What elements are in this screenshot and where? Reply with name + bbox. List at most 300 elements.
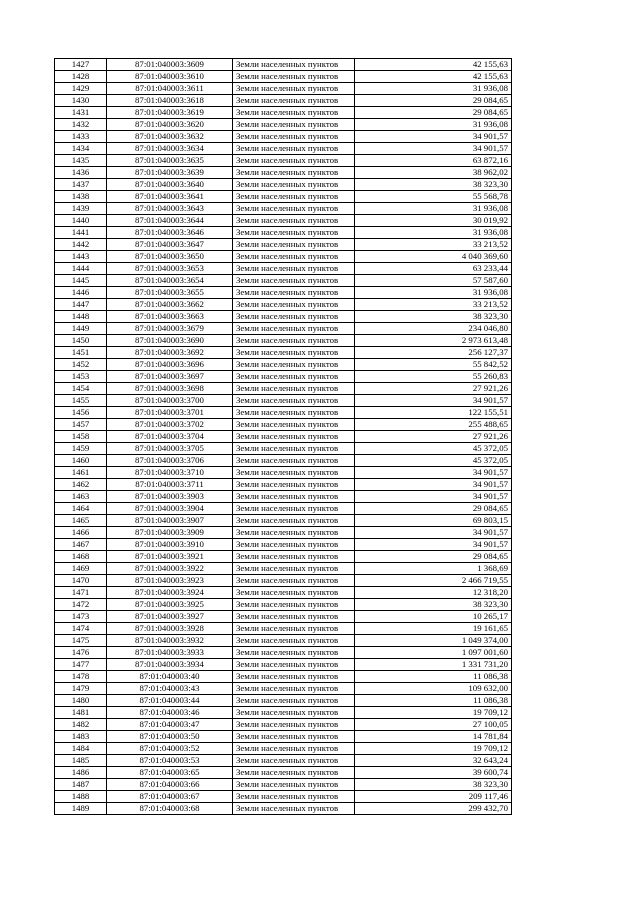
row-number-cell: 1439 xyxy=(55,203,107,215)
table-row xyxy=(55,419,512,431)
land-category-cell: Земли населенных пунктов xyxy=(233,251,355,263)
row-number-cell: 1454 xyxy=(55,383,107,395)
cadastral-number-cell: 87:01:040003:3932 xyxy=(107,635,233,647)
table-row xyxy=(55,539,512,551)
land-category-cell: Земли населенных пунктов xyxy=(233,215,355,227)
row-number-cell: 1452 xyxy=(55,359,107,371)
cadastral-number-cell: 87:01:040003:3640 xyxy=(107,179,233,191)
cadastral-number-cell: 87:01:040003:68 xyxy=(107,803,233,815)
table-row xyxy=(55,287,512,299)
table-row xyxy=(55,731,512,743)
row-number-cell: 1447 xyxy=(55,299,107,311)
table-row xyxy=(55,611,512,623)
land-category-cell: Земли населенных пунктов xyxy=(233,563,355,575)
cadastral-number-cell: 87:01:040003:3646 xyxy=(107,227,233,239)
land-category-cell: Земли населенных пунктов xyxy=(233,239,355,251)
land-category-cell: Земли населенных пунктов xyxy=(233,671,355,683)
row-number-cell: 1451 xyxy=(55,347,107,359)
cadastral-value-cell: 19 709,12 xyxy=(355,743,512,755)
row-number-cell: 1479 xyxy=(55,683,107,695)
cadastral-value-cell: 45 372,05 xyxy=(355,443,512,455)
row-number-cell: 1455 xyxy=(55,395,107,407)
row-number-cell: 1484 xyxy=(55,743,107,755)
land-category-cell: Земли населенных пунктов xyxy=(233,131,355,143)
row-number-cell: 1474 xyxy=(55,623,107,635)
table-row xyxy=(55,407,512,419)
table-row xyxy=(55,251,512,263)
cadastral-number-cell: 87:01:040003:53 xyxy=(107,755,233,767)
row-number-cell: 1431 xyxy=(55,107,107,119)
cadastral-number-cell: 87:01:040003:3696 xyxy=(107,359,233,371)
cadastral-number-cell: 87:01:040003:3903 xyxy=(107,491,233,503)
cadastral-number-cell: 87:01:040003:43 xyxy=(107,683,233,695)
row-number-cell: 1463 xyxy=(55,491,107,503)
cadastral-value-cell: 1 331 731,20 xyxy=(355,659,512,671)
land-category-cell: Земли населенных пунктов xyxy=(233,143,355,155)
cadastral-number-cell: 87:01:040003:3705 xyxy=(107,443,233,455)
cadastral-number-cell: 87:01:040003:3643 xyxy=(107,203,233,215)
cadastral-value-cell: 29 084,65 xyxy=(355,95,512,107)
table-row xyxy=(55,95,512,107)
land-category-cell: Земли населенных пунктов xyxy=(233,707,355,719)
cadastral-number-cell: 87:01:040003:3644 xyxy=(107,215,233,227)
cadastral-number-cell: 87:01:040003:3635 xyxy=(107,155,233,167)
table-row xyxy=(55,767,512,779)
cadastral-number-cell: 87:01:040003:3653 xyxy=(107,263,233,275)
row-number-cell: 1435 xyxy=(55,155,107,167)
land-category-cell: Земли населенных пунктов xyxy=(233,407,355,419)
land-category-cell: Земли населенных пунктов xyxy=(233,71,355,83)
table-row xyxy=(55,647,512,659)
land-category-cell: Земли населенных пунктов xyxy=(233,323,355,335)
row-number-cell: 1442 xyxy=(55,239,107,251)
cadastral-value-cell: 34 901,57 xyxy=(355,131,512,143)
land-category-cell: Земли населенных пунктов xyxy=(233,743,355,755)
table-row xyxy=(55,695,512,707)
cadastral-value-cell: 38 323,30 xyxy=(355,599,512,611)
table-row xyxy=(55,359,512,371)
row-number-cell: 1480 xyxy=(55,695,107,707)
cadastral-number-cell: 87:01:040003:3609 xyxy=(107,59,233,71)
cadastral-value-cell: 255 488,65 xyxy=(355,419,512,431)
cadastral-number-cell: 87:01:040003:3934 xyxy=(107,659,233,671)
row-number-cell: 1443 xyxy=(55,251,107,263)
table-row xyxy=(55,671,512,683)
cadastral-number-cell: 87:01:040003:3662 xyxy=(107,299,233,311)
cadastral-number-cell: 87:01:040003:47 xyxy=(107,719,233,731)
cadastral-value-cell: 11 086,38 xyxy=(355,695,512,707)
row-number-cell: 1462 xyxy=(55,479,107,491)
land-category-cell: Земли населенных пунктов xyxy=(233,419,355,431)
land-category-cell: Земли населенных пунктов xyxy=(233,455,355,467)
land-category-cell: Земли населенных пунктов xyxy=(233,635,355,647)
cadastral-value-cell: 63 872,16 xyxy=(355,155,512,167)
cadastral-value-cell: 34 901,57 xyxy=(355,479,512,491)
row-number-cell: 1434 xyxy=(55,143,107,155)
cadastral-value-cell: 19 161,65 xyxy=(355,623,512,635)
table-row xyxy=(55,575,512,587)
cadastral-number-cell: 87:01:040003:3702 xyxy=(107,419,233,431)
cadastral-number-cell: 87:01:040003:3620 xyxy=(107,119,233,131)
table-row xyxy=(55,347,512,359)
table-row xyxy=(55,299,512,311)
cadastral-number-cell: 87:01:040003:3927 xyxy=(107,611,233,623)
table-row xyxy=(55,311,512,323)
cadastral-number-cell: 87:01:040003:46 xyxy=(107,707,233,719)
land-category-cell: Земли населенных пунктов xyxy=(233,335,355,347)
cadastral-number-cell: 87:01:040003:3679 xyxy=(107,323,233,335)
land-category-cell: Земли населенных пунктов xyxy=(233,779,355,791)
cadastral-number-cell: 87:01:040003:3698 xyxy=(107,383,233,395)
cadastral-value-cell: 1 049 374,00 xyxy=(355,635,512,647)
row-number-cell: 1489 xyxy=(55,803,107,815)
cadastral-value-cell: 34 901,57 xyxy=(355,491,512,503)
land-category-cell: Земли населенных пунктов xyxy=(233,263,355,275)
cadastral-number-cell: 87:01:040003:3933 xyxy=(107,647,233,659)
table-row xyxy=(55,275,512,287)
cadastral-value-cell: 11 086,38 xyxy=(355,671,512,683)
land-category-cell: Земли населенных пунктов xyxy=(233,359,355,371)
cadastral-value-cell: 27 100,05 xyxy=(355,719,512,731)
cadastral-value-cell: 38 962,02 xyxy=(355,167,512,179)
row-number-cell: 1475 xyxy=(55,635,107,647)
land-category-cell: Земли населенных пунктов xyxy=(233,83,355,95)
table-row xyxy=(55,71,512,83)
cadastral-value-cell: 33 213,52 xyxy=(355,239,512,251)
land-category-cell: Земли населенных пунктов xyxy=(233,119,355,131)
row-number-cell: 1477 xyxy=(55,659,107,671)
row-number-cell: 1485 xyxy=(55,755,107,767)
table-row xyxy=(55,227,512,239)
land-category-cell: Земли населенных пунктов xyxy=(233,167,355,179)
land-category-cell: Земли населенных пунктов xyxy=(233,155,355,167)
table-row xyxy=(55,455,512,467)
cadastral-value-cell: 1 097 001,60 xyxy=(355,647,512,659)
cadastral-value-cell: 38 323,30 xyxy=(355,311,512,323)
cadastral-value-cell: 33 213,52 xyxy=(355,299,512,311)
cadastral-value-cell: 69 803,15 xyxy=(355,515,512,527)
table-row xyxy=(55,323,512,335)
cadastral-number-cell: 87:01:040003:3634 xyxy=(107,143,233,155)
cadastral-value-cell: 31 936,08 xyxy=(355,119,512,131)
cadastral-number-cell: 87:01:040003:3655 xyxy=(107,287,233,299)
row-number-cell: 1470 xyxy=(55,575,107,587)
table-row xyxy=(55,659,512,671)
land-category-cell: Земли населенных пунктов xyxy=(233,599,355,611)
cadastral-value-cell: 10 265,17 xyxy=(355,611,512,623)
land-category-cell: Земли населенных пунктов xyxy=(233,611,355,623)
land-category-cell: Земли населенных пунктов xyxy=(233,95,355,107)
cadastral-value-cell: 109 632,00 xyxy=(355,683,512,695)
cadastral-number-cell: 87:01:040003:3619 xyxy=(107,107,233,119)
cadastral-number-cell: 87:01:040003:3904 xyxy=(107,503,233,515)
cadastral-value-cell: 256 127,37 xyxy=(355,347,512,359)
row-number-cell: 1461 xyxy=(55,467,107,479)
land-category-cell: Земли населенных пунктов xyxy=(233,683,355,695)
table-row xyxy=(55,551,512,563)
table-row xyxy=(55,179,512,191)
table-row xyxy=(55,59,512,71)
table-row xyxy=(55,491,512,503)
land-category-cell: Земли населенных пунктов xyxy=(233,551,355,563)
row-number-cell: 1433 xyxy=(55,131,107,143)
row-number-cell: 1450 xyxy=(55,335,107,347)
land-category-cell: Земли населенных пунктов xyxy=(233,527,355,539)
land-category-cell: Земли населенных пунктов xyxy=(233,191,355,203)
table-row xyxy=(55,479,512,491)
land-category-cell: Земли населенных пунктов xyxy=(233,503,355,515)
row-number-cell: 1437 xyxy=(55,179,107,191)
cadastral-number-cell: 87:01:040003:3924 xyxy=(107,587,233,599)
row-number-cell: 1456 xyxy=(55,407,107,419)
table-row xyxy=(55,83,512,95)
land-category-cell: Земли населенных пунктов xyxy=(233,275,355,287)
cadastral-value-cell: 27 921,26 xyxy=(355,383,512,395)
land-category-cell: Земли населенных пунктов xyxy=(233,179,355,191)
table-row xyxy=(55,215,512,227)
table-row xyxy=(55,791,512,803)
table-row xyxy=(55,515,512,527)
table-row xyxy=(55,779,512,791)
table-row xyxy=(55,743,512,755)
cadastral-value-cell: 4 040 369,60 xyxy=(355,251,512,263)
land-category-cell: Земли населенных пунктов xyxy=(233,755,355,767)
table-row xyxy=(55,167,512,179)
cadastral-value-cell: 34 901,57 xyxy=(355,527,512,539)
table-row xyxy=(55,107,512,119)
table-row xyxy=(55,431,512,443)
cadastral-value-cell: 14 781,84 xyxy=(355,731,512,743)
table-row xyxy=(55,335,512,347)
table-row xyxy=(55,623,512,635)
row-number-cell: 1488 xyxy=(55,791,107,803)
table-row xyxy=(55,683,512,695)
cadastral-value-cell: 122 155,51 xyxy=(355,407,512,419)
row-number-cell: 1482 xyxy=(55,719,107,731)
land-category-cell: Земли населенных пунктов xyxy=(233,371,355,383)
cadastral-value-cell: 234 046,80 xyxy=(355,323,512,335)
row-number-cell: 1427 xyxy=(55,59,107,71)
cadastral-value-cell: 12 318,20 xyxy=(355,587,512,599)
cadastral-number-cell: 87:01:040003:3632 xyxy=(107,131,233,143)
cadastral-value-cell: 2 466 719,55 xyxy=(355,575,512,587)
table-row xyxy=(55,155,512,167)
row-number-cell: 1446 xyxy=(55,287,107,299)
table-row xyxy=(55,131,512,143)
land-category-cell: Земли населенных пунктов xyxy=(233,347,355,359)
cadastral-value-cell: 55 842,52 xyxy=(355,359,512,371)
row-number-cell: 1449 xyxy=(55,323,107,335)
land-category-cell: Земли населенных пунктов xyxy=(233,575,355,587)
table-row xyxy=(55,119,512,131)
cadastral-value-cell: 32 643,24 xyxy=(355,755,512,767)
land-category-cell: Земли населенных пунктов xyxy=(233,431,355,443)
cadastral-value-cell: 34 901,57 xyxy=(355,467,512,479)
cadastral-value-cell: 299 432,70 xyxy=(355,803,512,815)
land-category-cell: Земли населенных пунктов xyxy=(233,731,355,743)
row-number-cell: 1473 xyxy=(55,611,107,623)
land-category-cell: Земли населенных пунктов xyxy=(233,623,355,635)
table-row xyxy=(55,371,512,383)
cadastral-number-cell: 87:01:040003:3618 xyxy=(107,95,233,107)
table-row xyxy=(55,719,512,731)
row-number-cell: 1487 xyxy=(55,779,107,791)
table-body xyxy=(55,59,512,815)
table-row xyxy=(55,527,512,539)
cadastral-value-cell: 30 019,92 xyxy=(355,215,512,227)
land-category-cell: Земли населенных пунктов xyxy=(233,659,355,671)
table-row xyxy=(55,239,512,251)
table-row xyxy=(55,707,512,719)
cadastral-value-cell: 2 973 613,48 xyxy=(355,335,512,347)
land-category-cell: Земли населенных пунктов xyxy=(233,383,355,395)
table-row xyxy=(55,395,512,407)
cadastral-number-cell: 87:01:040003:3921 xyxy=(107,551,233,563)
row-number-cell: 1467 xyxy=(55,539,107,551)
cadastral-value-cell: 209 117,46 xyxy=(355,791,512,803)
land-category-cell: Земли населенных пунктов xyxy=(233,395,355,407)
cadastral-value-cell: 34 901,57 xyxy=(355,395,512,407)
cadastral-number-cell: 87:01:040003:3697 xyxy=(107,371,233,383)
row-number-cell: 1440 xyxy=(55,215,107,227)
row-number-cell: 1448 xyxy=(55,311,107,323)
land-category-cell: Земли населенных пунктов xyxy=(233,587,355,599)
cadastral-value-cell: 29 084,65 xyxy=(355,503,512,515)
cadastral-value-cell: 42 155,63 xyxy=(355,59,512,71)
cadastral-number-cell: 87:01:040003:3910 xyxy=(107,539,233,551)
row-number-cell: 1464 xyxy=(55,503,107,515)
row-number-cell: 1468 xyxy=(55,551,107,563)
cadastral-number-cell: 87:01:040003:3639 xyxy=(107,167,233,179)
row-number-cell: 1476 xyxy=(55,647,107,659)
cadastral-number-cell: 87:01:040003:3700 xyxy=(107,395,233,407)
cadastral-value-cell: 31 936,08 xyxy=(355,83,512,95)
row-number-cell: 1481 xyxy=(55,707,107,719)
table-row xyxy=(55,755,512,767)
table-row xyxy=(55,383,512,395)
row-number-cell: 1441 xyxy=(55,227,107,239)
cadastral-number-cell: 87:01:040003:50 xyxy=(107,731,233,743)
row-number-cell: 1460 xyxy=(55,455,107,467)
cadastral-value-cell: 42 155,63 xyxy=(355,71,512,83)
cadastral-value-cell: 29 084,65 xyxy=(355,551,512,563)
cadastral-value-cell: 34 901,57 xyxy=(355,539,512,551)
row-number-cell: 1478 xyxy=(55,671,107,683)
land-category-cell: Земли населенных пунктов xyxy=(233,515,355,527)
cadastral-number-cell: 87:01:040003:3710 xyxy=(107,467,233,479)
cadastral-number-cell: 87:01:040003:3692 xyxy=(107,347,233,359)
land-category-cell: Земли населенных пунктов xyxy=(233,767,355,779)
cadastral-number-cell: 87:01:040003:3611 xyxy=(107,83,233,95)
table-row xyxy=(55,803,512,815)
table-row xyxy=(55,143,512,155)
row-number-cell: 1457 xyxy=(55,419,107,431)
cadastral-number-cell: 87:01:040003:3923 xyxy=(107,575,233,587)
cadastral-value-cell: 55 568,78 xyxy=(355,191,512,203)
cadastral-value-cell: 31 936,08 xyxy=(355,287,512,299)
cadastral-value-cell: 31 936,08 xyxy=(355,227,512,239)
cadastral-number-cell: 87:01:040003:65 xyxy=(107,767,233,779)
land-category-cell: Земли населенных пунктов xyxy=(233,479,355,491)
cadastral-number-cell: 87:01:040003:3701 xyxy=(107,407,233,419)
cadastral-number-cell: 87:01:040003:67 xyxy=(107,791,233,803)
cadastral-number-cell: 87:01:040003:3647 xyxy=(107,239,233,251)
land-category-cell: Земли населенных пунктов xyxy=(233,467,355,479)
row-number-cell: 1465 xyxy=(55,515,107,527)
land-category-cell: Земли населенных пунктов xyxy=(233,107,355,119)
cadastral-number-cell: 87:01:040003:3907 xyxy=(107,515,233,527)
table-row xyxy=(55,599,512,611)
cadastral-number-cell: 87:01:040003:3909 xyxy=(107,527,233,539)
cadastral-number-cell: 87:01:040003:3654 xyxy=(107,275,233,287)
cadastral-value-cell: 45 372,05 xyxy=(355,455,512,467)
table-row xyxy=(55,467,512,479)
table-row xyxy=(55,563,512,575)
row-number-cell: 1469 xyxy=(55,563,107,575)
table-row xyxy=(55,587,512,599)
row-number-cell: 1444 xyxy=(55,263,107,275)
row-number-cell: 1430 xyxy=(55,95,107,107)
land-category-cell: Земли населенных пунктов xyxy=(233,299,355,311)
row-number-cell: 1458 xyxy=(55,431,107,443)
land-category-cell: Земли населенных пунктов xyxy=(233,227,355,239)
cadastral-number-cell: 87:01:040003:3650 xyxy=(107,251,233,263)
row-number-cell: 1486 xyxy=(55,767,107,779)
land-category-cell: Земли населенных пунктов xyxy=(233,539,355,551)
land-category-cell: Земли населенных пунктов xyxy=(233,695,355,707)
row-number-cell: 1428 xyxy=(55,71,107,83)
cadastral-value-cell: 55 260,83 xyxy=(355,371,512,383)
cadastral-number-cell: 87:01:040003:3663 xyxy=(107,311,233,323)
land-category-cell: Земли населенных пунктов xyxy=(233,719,355,731)
land-category-cell: Земли населенных пунктов xyxy=(233,443,355,455)
row-number-cell: 1466 xyxy=(55,527,107,539)
cadastral-value-cell: 34 901,57 xyxy=(355,143,512,155)
land-category-cell: Земли населенных пунктов xyxy=(233,59,355,71)
row-number-cell: 1432 xyxy=(55,119,107,131)
row-number-cell: 1429 xyxy=(55,83,107,95)
cadastral-number-cell: 87:01:040003:3690 xyxy=(107,335,233,347)
cadastral-number-cell: 87:01:040003:3610 xyxy=(107,71,233,83)
cadastral-value-cell: 38 323,30 xyxy=(355,179,512,191)
row-number-cell: 1453 xyxy=(55,371,107,383)
row-number-cell: 1483 xyxy=(55,731,107,743)
land-category-cell: Земли населенных пунктов xyxy=(233,491,355,503)
table-row xyxy=(55,443,512,455)
row-number-cell: 1445 xyxy=(55,275,107,287)
land-category-cell: Земли населенных пунктов xyxy=(233,203,355,215)
land-category-cell: Земли населенных пунктов xyxy=(233,791,355,803)
row-number-cell: 1471 xyxy=(55,587,107,599)
table-row xyxy=(55,191,512,203)
row-number-cell: 1436 xyxy=(55,167,107,179)
land-category-cell: Земли населенных пунктов xyxy=(233,803,355,815)
land-category-cell: Земли населенных пунктов xyxy=(233,647,355,659)
cadastral-number-cell: 87:01:040003:3922 xyxy=(107,563,233,575)
cadastral-value-cell: 38 323,30 xyxy=(355,779,512,791)
cadastral-number-cell: 87:01:040003:3928 xyxy=(107,623,233,635)
row-number-cell: 1472 xyxy=(55,599,107,611)
cadastral-number-cell: 87:01:040003:3925 xyxy=(107,599,233,611)
cadastral-value-cell: 31 936,08 xyxy=(355,203,512,215)
document-page xyxy=(54,58,511,815)
row-number-cell: 1438 xyxy=(55,191,107,203)
table-row xyxy=(55,635,512,647)
cadastral-number-cell: 87:01:040003:3711 xyxy=(107,479,233,491)
cadastral-value-cell: 1 368,69 xyxy=(355,563,512,575)
cadastral-value-cell: 63 233,44 xyxy=(355,263,512,275)
cadastral-number-cell: 87:01:040003:44 xyxy=(107,695,233,707)
